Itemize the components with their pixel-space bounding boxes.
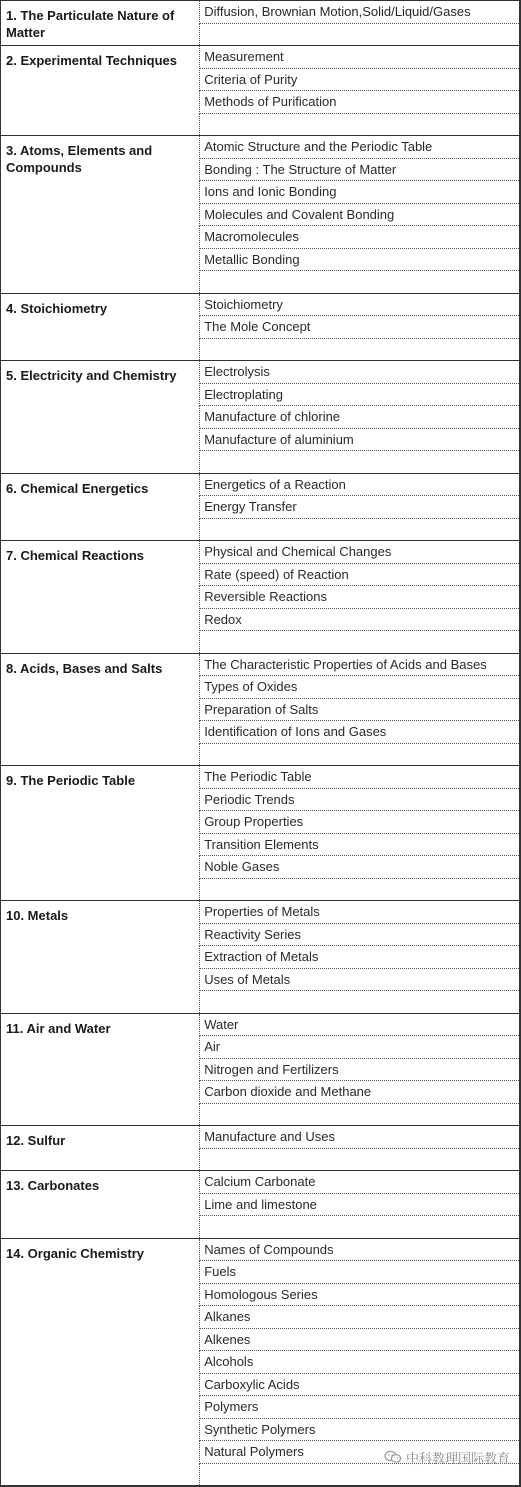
topic-title: 11. Air and Water xyxy=(1,1013,200,1126)
subtopic-item: Macromolecules xyxy=(200,226,520,249)
subtopic-item: Group Properties xyxy=(200,811,520,834)
subtopic-item: Noble Gases xyxy=(200,856,520,879)
subtopic-item: Properties of Metals xyxy=(200,901,520,924)
blank-cell xyxy=(200,991,520,1014)
subtopic-item: Polymers xyxy=(200,1396,520,1419)
subtopic-item: The Mole Concept xyxy=(200,316,520,339)
subtopic-item: Uses of Metals xyxy=(200,968,520,991)
subtopic-item: Identification of Ions and Gases xyxy=(200,721,520,744)
subtopic-item: Lime and limestone xyxy=(200,1193,520,1216)
table-row xyxy=(1,901,521,924)
subtopic-item: Electroplating xyxy=(200,383,520,406)
subtopic-item: Energy Transfer xyxy=(200,496,520,519)
subtopic-item: Periodic Trends xyxy=(200,788,520,811)
subtopic-item: Carboxylic Acids xyxy=(200,1373,520,1396)
table-row xyxy=(1,1013,521,1036)
subtopic-item: Preparation of Salts xyxy=(200,698,520,721)
subtopic-item: Atomic Structure and the Periodic Table xyxy=(200,136,520,159)
watermark-text: 中科教理国际教育 xyxy=(406,1451,511,1467)
topic-title: 6. Chemical Energetics xyxy=(1,473,200,541)
topic-title: 13. Carbonates xyxy=(1,1171,200,1239)
topic-title: 3. Atoms, Elements and Compounds xyxy=(1,136,200,294)
table-row xyxy=(1,1126,521,1149)
subtopic-item: Physical and Chemical Changes xyxy=(200,541,520,564)
subtopic-item: Stoichiometry xyxy=(200,293,520,316)
table-row xyxy=(1,541,521,564)
blank-cell xyxy=(200,631,520,654)
topic-title: 8. Acids, Bases and Salts xyxy=(1,653,200,766)
subtopic-item: Molecules and Covalent Bonding xyxy=(200,203,520,226)
subtopic-item: Reactivity Series xyxy=(200,923,520,946)
syllabus-body xyxy=(1,1,521,1487)
topic-title: 14. Organic Chemistry xyxy=(1,1238,200,1486)
subtopic-item: Types of Oxides xyxy=(200,676,520,699)
subtopic-item: Bonding : The Structure of Matter xyxy=(200,158,520,181)
table-row xyxy=(1,653,521,676)
table-row xyxy=(1,293,521,316)
blank-cell xyxy=(200,1216,520,1239)
blank-cell xyxy=(200,113,520,136)
subtopic-item: Calcium Carbonate xyxy=(200,1171,520,1194)
subtopic-item: Reversible Reactions xyxy=(200,586,520,609)
subtopic-item: Methods of Purification xyxy=(200,91,520,114)
topic-title: 4. Stoichiometry xyxy=(1,293,200,361)
subtopic-item: Rate (speed) of Reaction xyxy=(200,563,520,586)
subtopic-item: Electrolysis xyxy=(200,361,520,384)
subtopic-item: Transition Elements xyxy=(200,833,520,856)
subtopic-item: Air xyxy=(200,1036,520,1059)
subtopic-item: Energetics of a Reaction xyxy=(200,473,520,496)
subtopic-item: Alkanes xyxy=(200,1306,520,1329)
subtopic-item: Diffusion, Brownian Motion,Solid/Liquid/Gases xyxy=(200,1,520,24)
subtopic-item: Synthetic Polymers xyxy=(200,1418,520,1441)
blank-cell xyxy=(200,518,520,541)
topic-title: 7. Chemical Reactions xyxy=(1,541,200,654)
subtopic-item: Fuels xyxy=(200,1261,520,1284)
topic-title: 5. Electricity and Chemistry xyxy=(1,361,200,474)
table-row xyxy=(1,473,521,496)
subtopic-item: Redox xyxy=(200,608,520,631)
topic-title: 10. Metals xyxy=(1,901,200,1014)
table-row xyxy=(1,46,521,69)
subtopic-item: The Periodic Table xyxy=(200,766,520,789)
table-row xyxy=(1,766,521,789)
table-row xyxy=(1,1,521,24)
subtopic-item: Criteria of Purity xyxy=(200,68,520,91)
blank-cell xyxy=(200,338,520,361)
topic-title: 12. Sulfur xyxy=(1,1126,200,1171)
subtopic-item: Names of Compounds xyxy=(200,1238,520,1261)
subtopic-item: Nitrogen and Fertilizers xyxy=(200,1058,520,1081)
table-row xyxy=(1,136,521,159)
topic-title: 1. The Particulate Nature of Matter xyxy=(1,1,200,46)
subtopic-item: Metallic Bonding xyxy=(200,248,520,271)
subtopic-item: Extraction of Metals xyxy=(200,946,520,969)
table-row xyxy=(1,1238,521,1261)
subtopic-item: Natural Polymers xyxy=(200,1441,520,1464)
topic-title: 9. The Periodic Table xyxy=(1,766,200,901)
topic-title: 2. Experimental Techniques xyxy=(1,46,200,136)
table-row xyxy=(1,361,521,384)
subtopic-item: Measurement xyxy=(200,46,520,69)
subtopic-item: Alcohols xyxy=(200,1351,520,1374)
subtopic-item: Ions and Ionic Bonding xyxy=(200,181,520,204)
blank-cell xyxy=(200,271,520,294)
subtopic-item: Manufacture and Uses xyxy=(200,1126,520,1149)
subtopic-item: The Characteristic Properties of Acids and Bases xyxy=(200,653,520,676)
subtopic-item: Carbon dioxide and Methane xyxy=(200,1081,520,1104)
blank-cell xyxy=(200,743,520,766)
subtopic-item: Water xyxy=(200,1013,520,1036)
subtopic-item: Alkenes xyxy=(200,1328,520,1351)
blank-cell xyxy=(200,878,520,901)
blank-cell xyxy=(200,451,520,474)
blank-cell xyxy=(200,23,520,46)
blank-cell xyxy=(200,1148,520,1171)
subtopic-item: Manufacture of chlorine xyxy=(200,406,520,429)
subtopic-item: Homologous Series xyxy=(200,1283,520,1306)
blank-cell xyxy=(200,1103,520,1126)
table-row xyxy=(1,1171,521,1194)
subtopic-item: Manufacture of aluminium xyxy=(200,428,520,451)
